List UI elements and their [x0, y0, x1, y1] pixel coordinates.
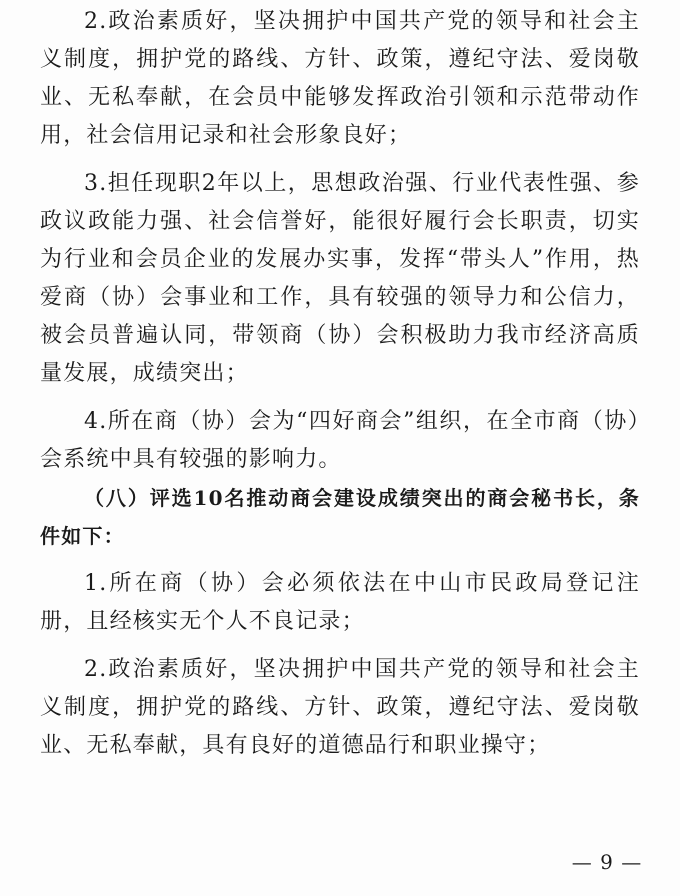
- paragraph-registration: 1.所在商（协）会必须依法在中山市民政局登记注册，且经核实无个人不良记录；: [40, 571, 640, 634]
- page-number: — 9 —: [571, 850, 643, 874]
- paragraph-tenure-requirement: 3.担任现职2年以上，思想政治强、行业代表性强、参政议政能力强、社会信誉好，能很好履行会长职责，切实为行业和会员企业的发展办实事，发挥“带头人”作用，热爱商（协）会事业和工作，具有较强的领导力和公信力，被会员普遍认同，带领商（协）会积极助力我市经济高质量发展，成绩突出；: [40, 171, 640, 386]
- section-heading-secretary-general: （八）评选10名推动商会建设成绩突出的商会秘书长，条件如下：: [40, 486, 640, 548]
- paragraph-political-quality: 2.政治素质好，坚决拥护中国共产党的领导和社会主义制度，拥护党的路线、方针、政策，遵纪守法、爱岗敬业、无私奉献，在会员中能够发挥政治引领和示范带动作用，社会信用记录和社会形象良好；: [40, 9, 640, 148]
- paragraph-four-good-chamber: 4.所在商（协）会为“四好商会”组织，在全市商（协）会系统中具有较强的影响力。: [40, 409, 640, 472]
- document-body: [40, 3, 640, 765]
- paragraph-political-quality-secretary: 2.政治素质好，坚决拥护中国共产党的领导和社会主义制度，拥护党的路线、方针、政策，遵纪守法、爱岗敬业、无私奉献，具有良好的道德品行和职业操守；: [40, 657, 640, 758]
